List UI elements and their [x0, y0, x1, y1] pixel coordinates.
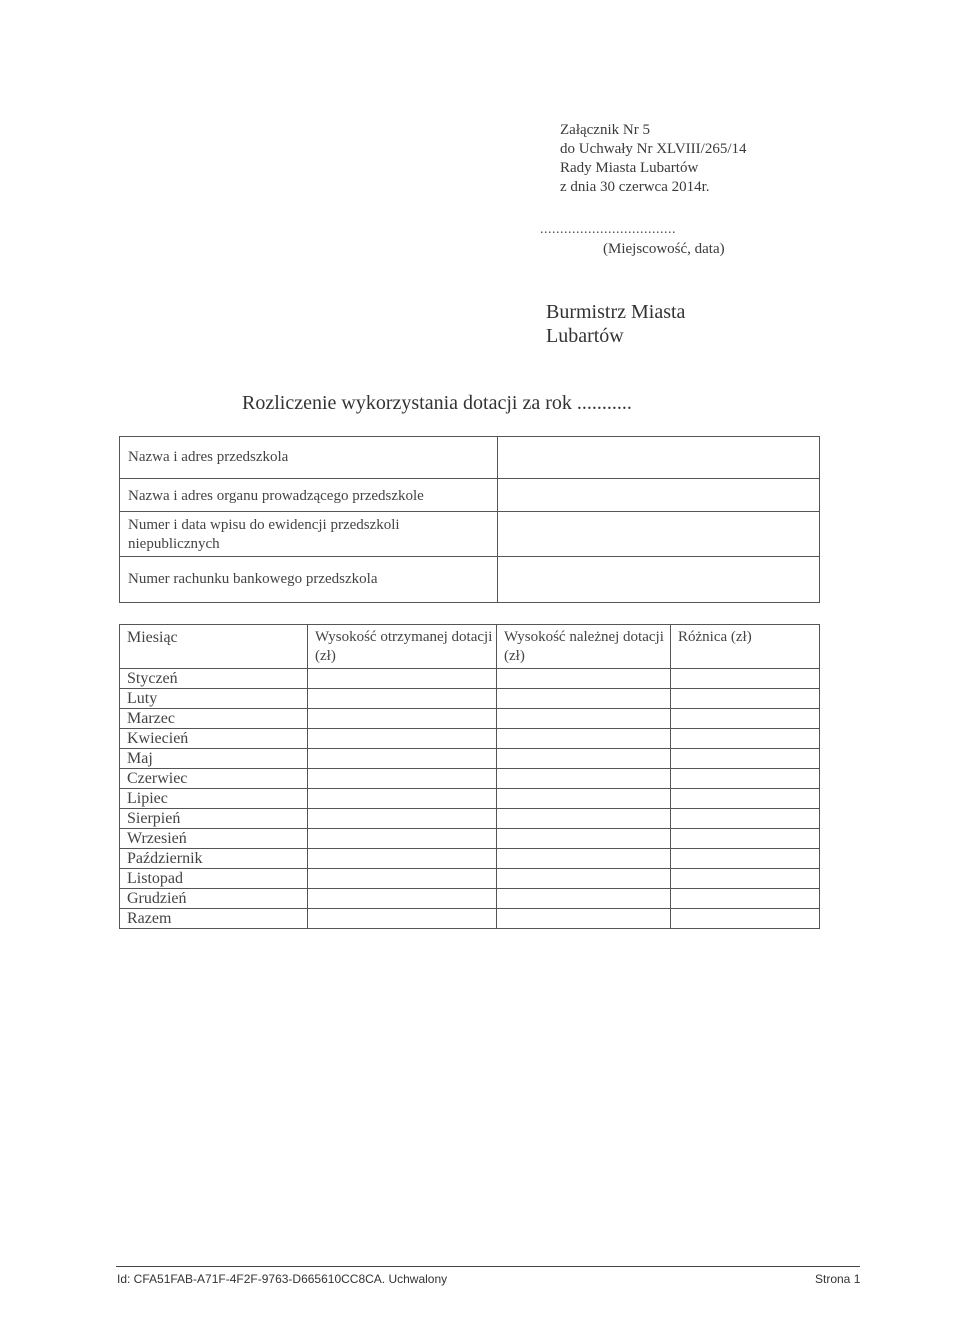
difference-cell[interactable] — [671, 909, 820, 929]
month-cell: Listopad — [120, 869, 308, 889]
difference-cell[interactable] — [671, 849, 820, 869]
table-row — [120, 789, 820, 809]
addressee-line1: Burmistrz Miasta — [546, 301, 686, 323]
info-label: Numer i data wpisu do ewidencji przedszkoli niepublicznych — [120, 512, 498, 557]
received-cell[interactable] — [308, 749, 497, 769]
difference-cell[interactable] — [671, 789, 820, 809]
difference-cell[interactable] — [671, 729, 820, 749]
month-cell: Luty — [120, 689, 308, 709]
difference-cell[interactable] — [671, 669, 820, 689]
due-cell[interactable] — [497, 729, 671, 749]
due-cell[interactable] — [497, 869, 671, 889]
addressee-line2: Lubartów — [546, 325, 624, 347]
due-cell[interactable] — [497, 769, 671, 789]
month-cell: Kwiecień — [120, 729, 308, 749]
header-month: Miesiąc — [120, 625, 308, 669]
difference-cell[interactable] — [671, 829, 820, 849]
resolution-date: z dnia 30 czerwca 2014r. — [560, 179, 710, 195]
info-row — [120, 512, 820, 557]
info-row — [120, 437, 820, 479]
table-row — [120, 889, 820, 909]
difference-cell[interactable] — [671, 809, 820, 829]
document-id: Id: CFA51FAB-A71F-4F2F-9763-D665610CC8CA. Uchwalony — [117, 1272, 448, 1286]
month-cell: Październik — [120, 849, 308, 869]
due-cell[interactable] — [497, 669, 671, 689]
month-cell: Maj — [120, 749, 308, 769]
month-cell: Lipiec — [120, 789, 308, 809]
info-row — [120, 479, 820, 512]
table-row — [120, 869, 820, 889]
monthly-settlement-table — [119, 624, 820, 929]
difference-cell[interactable] — [671, 709, 820, 729]
info-value[interactable] — [498, 557, 820, 603]
table-row — [120, 669, 820, 689]
month-cell: Razem — [120, 909, 308, 929]
header-due: Wysokość należnej dotacji (zł) — [497, 625, 671, 669]
received-cell[interactable] — [308, 829, 497, 849]
due-cell[interactable] — [497, 809, 671, 829]
due-cell[interactable] — [497, 709, 671, 729]
table-header-row — [120, 625, 820, 669]
due-cell[interactable] — [497, 749, 671, 769]
info-value[interactable] — [498, 479, 820, 512]
received-cell[interactable] — [308, 849, 497, 869]
place-date-dots: .................................. — [540, 222, 676, 237]
kindergarten-info-table — [119, 436, 820, 603]
table-row — [120, 749, 820, 769]
attachment-header — [560, 121, 747, 197]
difference-cell[interactable] — [671, 769, 820, 789]
due-cell[interactable] — [497, 909, 671, 929]
month-cell: Wrzesień — [120, 829, 308, 849]
due-cell[interactable] — [497, 889, 671, 909]
info-value[interactable] — [498, 437, 820, 479]
footer-divider — [116, 1266, 860, 1267]
received-cell[interactable] — [308, 889, 497, 909]
info-row — [120, 557, 820, 603]
table-row — [120, 909, 820, 929]
table-row — [120, 729, 820, 749]
table-row — [120, 689, 820, 709]
table-row — [120, 809, 820, 829]
due-cell[interactable] — [497, 849, 671, 869]
council-name: Rady Miasta Lubartów — [560, 160, 699, 176]
attachment-number: Załącznik Nr 5 — [560, 122, 650, 138]
info-label: Nazwa i adres organu prowadzącego przedszkole — [120, 479, 498, 512]
addressee — [546, 300, 685, 348]
place-date-label: (Miejscowość, data) — [603, 241, 725, 257]
difference-cell[interactable] — [671, 889, 820, 909]
received-cell[interactable] — [308, 909, 497, 929]
document-title: Rozliczenie wykorzystania dotacji za rok ........... — [242, 392, 632, 414]
received-cell[interactable] — [308, 689, 497, 709]
month-cell: Marzec — [120, 709, 308, 729]
month-cell: Sierpień — [120, 809, 308, 829]
table-row — [120, 829, 820, 849]
received-cell[interactable] — [308, 709, 497, 729]
received-cell[interactable] — [308, 809, 497, 829]
page-number: Strona 1 — [815, 1272, 861, 1286]
table-row — [120, 709, 820, 729]
month-cell: Styczeń — [120, 669, 308, 689]
month-cell: Grudzień — [120, 889, 308, 909]
difference-cell[interactable] — [671, 749, 820, 769]
info-label: Nazwa i adres przedszkola — [120, 437, 498, 479]
received-cell[interactable] — [308, 789, 497, 809]
header-received: Wysokość otrzymanej dotacji (zł) — [308, 625, 497, 669]
due-cell[interactable] — [497, 689, 671, 709]
table-row — [120, 769, 820, 789]
received-cell[interactable] — [308, 769, 497, 789]
received-cell[interactable] — [308, 669, 497, 689]
table-row — [120, 849, 820, 869]
info-value[interactable] — [498, 512, 820, 557]
month-cell: Czerwiec — [120, 769, 308, 789]
due-cell[interactable] — [497, 789, 671, 809]
difference-cell[interactable] — [671, 869, 820, 889]
received-cell[interactable] — [308, 869, 497, 889]
header-difference: Różnica (zł) — [671, 625, 820, 669]
resolution-number: do Uchwały Nr XLVIII/265/14 — [560, 141, 747, 157]
info-label: Numer rachunku bankowego przedszkola — [120, 557, 498, 603]
due-cell[interactable] — [497, 829, 671, 849]
difference-cell[interactable] — [671, 689, 820, 709]
received-cell[interactable] — [308, 729, 497, 749]
